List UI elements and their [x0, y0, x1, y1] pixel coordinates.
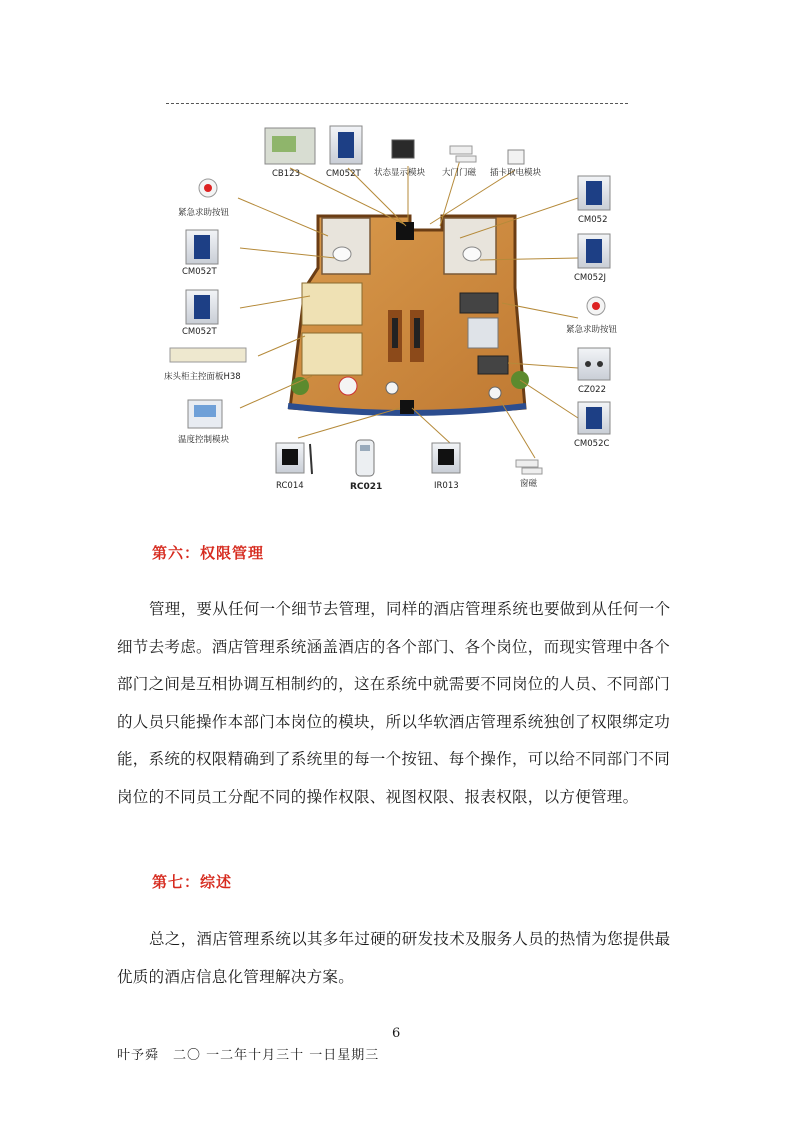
page-number: 6 — [392, 1026, 401, 1041]
label-cm052: CM052 — [578, 215, 608, 225]
label-rc014: RC014 — [276, 481, 304, 491]
device-cb123 — [265, 128, 315, 179]
device-main-door — [442, 146, 477, 178]
section6-heading: 第六：权限管理 — [152, 544, 265, 562]
label-ir013: IR013 — [434, 481, 459, 491]
label-cm052c: CM052C — [574, 439, 610, 449]
label-emergency-right: 紧急求助按钮 — [566, 325, 618, 335]
room-control-diagram — [160, 118, 630, 503]
device-cm052t-left2 — [182, 290, 218, 337]
label-card-power: 插卡取电模块 — [490, 168, 542, 178]
section7-paragraph — [117, 921, 677, 996]
label-window-sensor: 窗磁 — [520, 479, 538, 489]
device-window-sensor — [516, 460, 542, 489]
device-cz022 — [578, 348, 610, 395]
label-cb123: CB123 — [272, 169, 300, 179]
section6-paragraph — [117, 591, 677, 816]
device-cm052t-left1 — [182, 230, 218, 277]
paragraph-line: 岗位的不同员工分配不同的操作权限、视图权限、报表权限，以方便管理。 — [117, 787, 639, 806]
paragraph-line: 细节去考虑。酒店管理系统涵盖酒店的各个部门、各个岗位，而现实管理中各个 — [117, 637, 671, 656]
device-cm052j — [574, 234, 610, 283]
label-status-display: 状态显示模块 — [374, 168, 426, 178]
paragraph-line: 能，系统的权限精确到了系统里的每一个按钮、每个操作，可以给不同部门不同 — [117, 750, 671, 768]
device-cm052 — [578, 176, 610, 225]
label-bedside-panel: 床头柜主控面板H38 — [164, 372, 241, 382]
paragraph-line: 总之，酒店管理系统以其多年过硬的研发技术及服务人员的热情为您提供最 — [149, 930, 671, 948]
device-cm052t-top — [326, 126, 362, 179]
device-cm052c — [574, 402, 610, 449]
header-dashed-rule — [166, 103, 628, 104]
label-cm052t-top: CM052T — [326, 169, 361, 179]
device-bedside-panel — [164, 348, 246, 382]
device-card-power — [490, 150, 542, 178]
label-temp-control: 温度控制模块 — [178, 435, 230, 445]
floor-plan — [288, 216, 529, 414]
label-cm052t-left1: CM052T — [182, 267, 217, 277]
paragraph-line: 的人员只能操作本部门本岗位的模块，所以华软酒店管理系统独创了权限绑定功 — [117, 712, 671, 731]
device-rc014 — [276, 443, 312, 491]
label-emergency-left: 紧急求助按钮 — [178, 208, 230, 218]
label-main-door: 大门门磁 — [442, 168, 477, 178]
paragraph-line: 优质的酒店信息化管理解决方案。 — [117, 967, 355, 986]
device-status-display — [374, 140, 426, 178]
paragraph-line: 管理，要从任何一个细节去管理，同样的酒店管理系统也要做到从任何一个 — [149, 600, 671, 618]
device-emergency-right — [566, 297, 618, 335]
label-rc021: RC021 — [350, 482, 383, 492]
label-cm052j: CM052J — [574, 273, 606, 283]
device-emergency-left — [178, 179, 230, 218]
device-rc021 — [350, 440, 382, 492]
device-ir013 — [432, 443, 460, 491]
paragraph-line: 部门之间是互相协调互相制约的，这在系统中就需要不同岗位的人员、不同部门 — [117, 675, 671, 693]
footer-author-date: 叶予舜 二〇 一二年十月三十 一日星期三 — [117, 1048, 380, 1063]
label-cm052t-left2: CM052T — [182, 327, 217, 337]
device-temp-control — [178, 400, 230, 445]
label-cz022: CZ022 — [578, 385, 606, 395]
room-control-diagram-svg — [160, 118, 630, 503]
section7-heading: 第七：综述 — [152, 873, 233, 891]
